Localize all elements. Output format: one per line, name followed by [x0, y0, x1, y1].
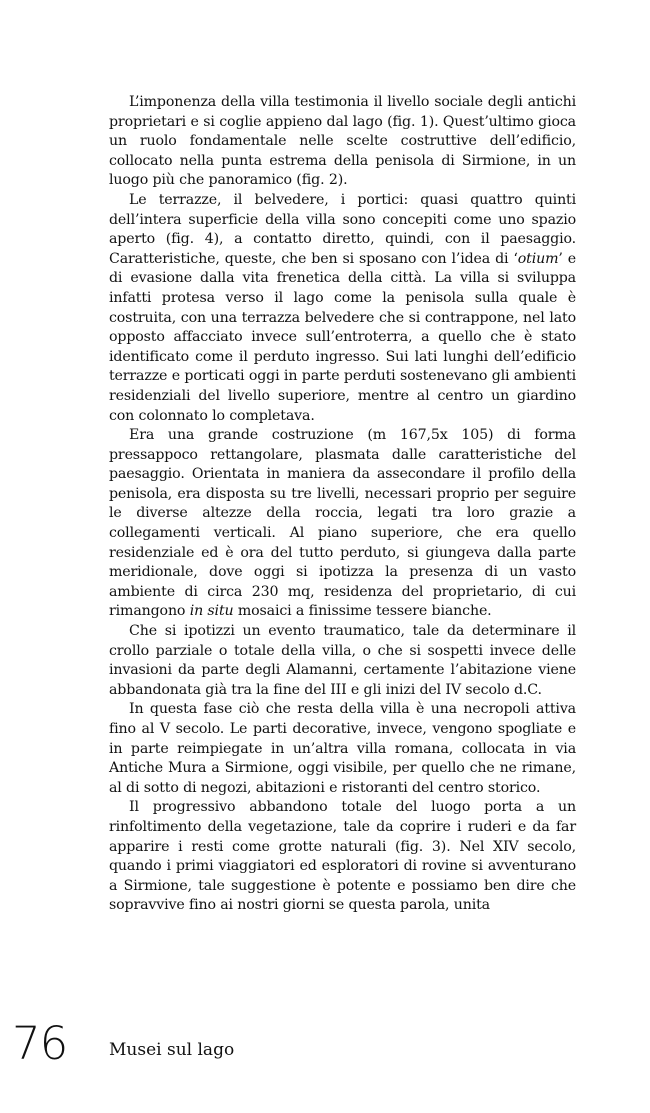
running-footer-title: Musei sul lago — [109, 1040, 235, 1060]
paragraph-1 — [109, 93, 576, 191]
paragraph-3 — [109, 426, 576, 622]
paragraph-3-text-a: Era una grande costruzione (m 167,5x 105) di forma pressappoco rettangolare, plasmata dalle caratteristiche del paesaggio. Orientata in maniera da assecondare il profilo della penisola, era disposta su tre livelli, necessari proprio per seguire le diverse altezze della roccia, legati tra loro grazie a collegamenti verticali. Al piano superiore, che era quello residenziale ed è ora del tutto perduto, si giungeva dalla parte meridionale, dove oggi si ipotizza la presenza di un vasto ambiente di circa 230 mq, residenza del proprietario, di cui rimangono — [109, 427, 576, 620]
body-text — [109, 93, 576, 916]
paragraph-2-text-a: Le terrazze, il belvedere, i portici: quasi quattro quinti dell’intera superficie della villa sono concepiti come uno spazio aperto (fig. 4), a contatto diretto, quindi, con il paesaggio. Caratteristiche, queste, che ben si sposano con l’idea di ‘ — [109, 191, 576, 267]
paragraph-5-text: In questa fase ciò che resta della villa è una necropoli attiva fino al V secolo. Le parti decorative, invece, vengono spogliate e in parte reimpiegate in un’altra villa romana, collocata in via Antiche Mura a Sirmione, oggi visibile, per quello che ne rimane, al di sotto di negozi, abitazioni e ristoranti del centro storico. — [109, 701, 576, 796]
paragraph-1-text: L’imponenza della villa testimonia il livello sociale degli antichi proprietari e si coglie appieno dal lago (fig. 1). Quest’ultimo gioca un ruolo fondamentale nelle scelte costruttive dell’edificio, collocato nella punta estrema della penisola di Sirmione, in un luogo più che panoramico (fig. 2). — [109, 94, 576, 189]
paragraph-2 — [109, 191, 576, 426]
paragraph-3-italic-in-situ: in situ — [189, 603, 234, 620]
paragraph-2-italic-otium: otium — [517, 250, 559, 267]
paragraph-6 — [109, 798, 576, 916]
paragraph-6-text: Il progressivo abbandono totale del luogo porta a un rinfoltimento della vegetazione, tale da coprire i ruderi e da far apparire i resti come grotte naturali (fig. 3). Nel XIV secolo, quando i primi viaggiatori ed esploratori di rovine si avventurano a Sirmione, tale suggestione è potente e possiamo ben dire che sopravvive fino ai nostri giorni se questa parola, unita — [109, 799, 576, 914]
page-number: 76 — [12, 1017, 68, 1070]
paragraph-2-text-b: ’ e di evasione dalla vita frenetica della città. La villa si sviluppa infatti protesa verso il lago come la penisola sulla quale è costruita, con una terrazza belvedere che si contrappone, nel lato opposto affacciato invece sull’entroterra, a quello che è stato identificato come il perduto ingresso. Sui lati lunghi dell’edificio terrazze e porticati oggi in parte perduti sostenevano gli ambienti residenziali del livello superiore, mentre al centro un giardino con colonnato lo completava. — [109, 250, 577, 424]
paragraph-5 — [109, 700, 576, 798]
paragraph-4 — [109, 622, 576, 700]
paragraph-3-text-b: mosaici a finissime tessere bianche. — [233, 603, 492, 620]
paragraph-4-text: Che si ipotizzi un evento traumatico, tale da determinare il crollo parziale o totale della villa, o che si sospetti invece delle invasioni da parte degli Alamanni, certamente l’abitazione viene abbandonata già tra la fine del III e gli inizi del IV secolo d.C. — [109, 623, 576, 698]
